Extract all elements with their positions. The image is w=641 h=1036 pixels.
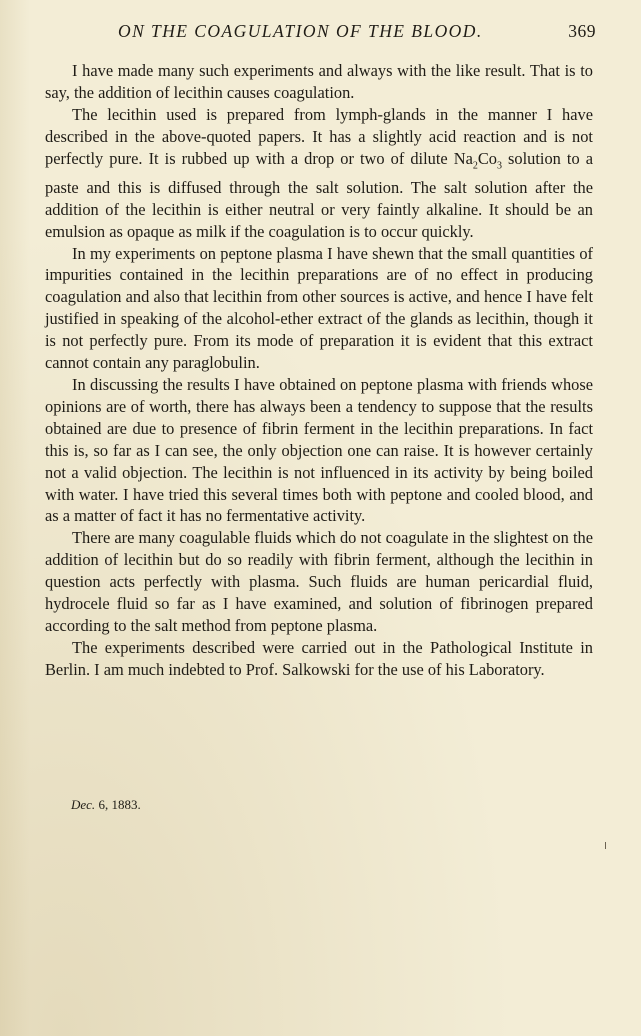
paragraph-6-text: The experiments described were carried out in the Pathological Institute in Berlin. I am much indebted to Prof. Salkowski for the use of his Laboratory. (45, 637, 593, 679)
paragraph-4-text: In discussing the results I have obtained on peptone plasma with friends whose opinions are of worth, there has always been a tendency to suppose that the results obtained are due to presence of fibrin ferment in the lecithin preparations. In fact this is, so far as I can see, the only objection one can raise. It is however certainly not a valid objection. The lecithin is not influenced in its activity by being boiled with water. I have tried this several times both with peptone and cooled blood, and as a matter of fact it has no fermentative activity. (45, 374, 593, 526)
page-header (118, 21, 596, 45)
stray-ink-mark (605, 842, 606, 849)
paragraph-2 (45, 104, 593, 243)
paragraph-6 (45, 637, 593, 681)
running-head: ON THE COAGULATION OF THE BLOOD. (118, 21, 483, 41)
paragraph-2-text-end: solution to a paste and this is diffused through the salt solution. The salt solution after the addition of the lecithin is either neutral or very faintly alkaline. It should be an emulsion as opaque as milk if the coagulation is to occur quickly. (45, 148, 593, 241)
paragraph-4 (45, 374, 593, 527)
date-month: Dec. (71, 797, 96, 812)
page-number: 369 (568, 21, 596, 41)
formula-subscript-3: 3 (496, 159, 502, 171)
formula-element-co: Co (477, 148, 497, 168)
body-text (45, 60, 593, 681)
paragraph-3-text: In my experiments on peptone plasma I have shewn that the small quantities of impurities contained in the lecithin preparations are of no effect in producing coagulation and also that lecithin from other sources is active, and hence I have felt justified in speaking of the alcohol-ether extract of the glands as lecithin, though it is not perfectly pure. From its mode of preparation it is evident that this extract cannot contain any paraglobulin. (45, 243, 593, 373)
date-rest: 6, 1883. (95, 797, 141, 812)
paragraph-5-text: There are many coagulable fluids which do not coagulate in the slightest on the addition of lecithin but do so readily with fibrin ferment, although the lecithin in question acts perfectly with plasma. Such fluids are human pericardial fluid, hydrocele fluid so far as I have examined, and solution of fibrinogen prepared according to the salt method from peptone plasma. (45, 528, 593, 635)
paragraph-2-text-start: The lecithin used is prepared from lymph-glands in the manner I have described in the above-quoted papers. It has a slightly acid reaction and is not perfectly pure. It is rubbed up with a drop or two of dilute Na (45, 104, 593, 168)
paragraph-1-text: I have made many such experiments and always with the like result. That is to say, the addition of lecithin causes coagulation. (45, 61, 593, 102)
date-line (71, 797, 141, 813)
paragraph-3 (45, 243, 593, 374)
formula-subscript-2: 2 (472, 159, 478, 171)
paragraph-5 (45, 527, 593, 637)
paragraph-1 (45, 60, 593, 104)
